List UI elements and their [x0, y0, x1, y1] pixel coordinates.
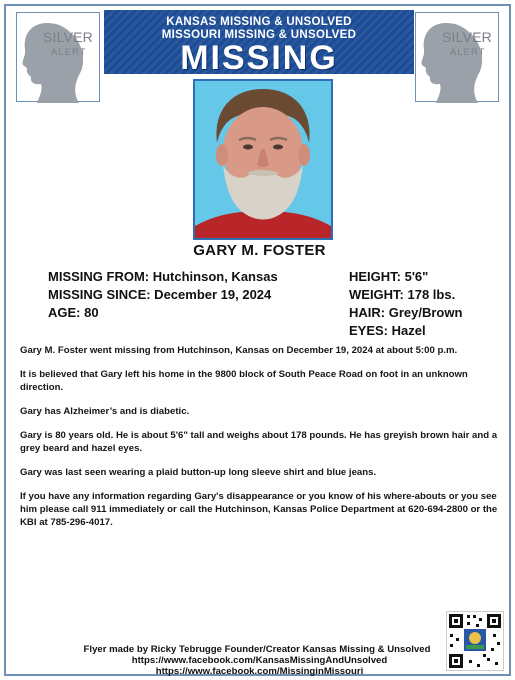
- silver-word: SILVER: [43, 29, 93, 45]
- missing-from: MISSING FROM: Hutchinson, Kansas: [48, 269, 278, 284]
- missing-details-left: [48, 268, 278, 322]
- banner-title: MISSING: [180, 39, 338, 77]
- missing-flyer: [4, 4, 511, 676]
- paragraph: Gary M. Foster went missing from Hutchinson, Kansas on December 19, 2024 at about 5:00 p.m.: [20, 345, 458, 356]
- paragraph: Gary was last seen wearing a plaid button-up long sleeve shirt and blue jeans.: [20, 467, 377, 478]
- paragraph: Gary has Alzheimer’s and is diabetic.: [20, 406, 190, 417]
- paragraph: It is believed that Gary left his home in the 9800 block of South Peace Road on foot in an unknown direction.: [20, 369, 468, 393]
- silver-alert-text: [442, 31, 500, 59]
- missing-since: MISSING SINCE: December 19, 2024: [48, 287, 272, 302]
- weight: WEIGHT: 178 lbs.: [349, 287, 456, 302]
- person-name: GARY M. FOSTER: [193, 242, 326, 259]
- silver-alert-logo-left: [16, 12, 100, 102]
- paragraph: Gary is 80 years old. He is about 5'6" tall and weighs about 178 pounds. He has greyish brown hair and a grey beard and hazel eyes.: [20, 430, 498, 454]
- qr-code[interactable]: [446, 611, 504, 671]
- banner-line-missouri: MISSOURI MISSING & UNSOLVED: [161, 29, 357, 41]
- missing-person-photo: [193, 79, 333, 240]
- alert-word: ALERT: [450, 47, 486, 58]
- header-banner: [104, 10, 414, 77]
- flyer-footer: [6, 644, 513, 677]
- age: AGE: 80: [48, 305, 99, 320]
- alert-word: ALERT: [51, 47, 87, 58]
- missing-details-right: [349, 268, 462, 340]
- facebook-link-missouri[interactable]: https://www.facebook.com/MissinginMissouri: [155, 666, 364, 677]
- hair: HAIR: Grey/Brown: [349, 305, 463, 320]
- facebook-link-kansas[interactable]: https://www.facebook.com/KansasMissingAndUnsolved: [131, 655, 388, 666]
- silver-alert-logo-right: [415, 12, 499, 102]
- flyer-credit: Flyer made by Ricky Tebrugge Founder/Creator Kansas Missing & Unsolved: [83, 644, 431, 655]
- qr-code-icon: [447, 612, 503, 670]
- banner-line-kansas: KANSAS MISSING & UNSOLVED: [166, 16, 352, 28]
- description-text: [20, 344, 502, 540]
- portrait-image: [195, 81, 331, 238]
- silver-alert-text: [43, 31, 101, 59]
- eyes: EYES: Hazel: [349, 323, 426, 338]
- paragraph: If you have any information regarding Gary's disappearance or you know of his where-abouts or you see him please call 911 immediately or call the Hutchinson, Kansas Police Department at 620-694-2800 or the KBI at 785-296-4017.: [20, 491, 498, 528]
- height: HEIGHT: 5'6": [349, 269, 429, 284]
- silver-word: SILVER: [442, 29, 492, 45]
